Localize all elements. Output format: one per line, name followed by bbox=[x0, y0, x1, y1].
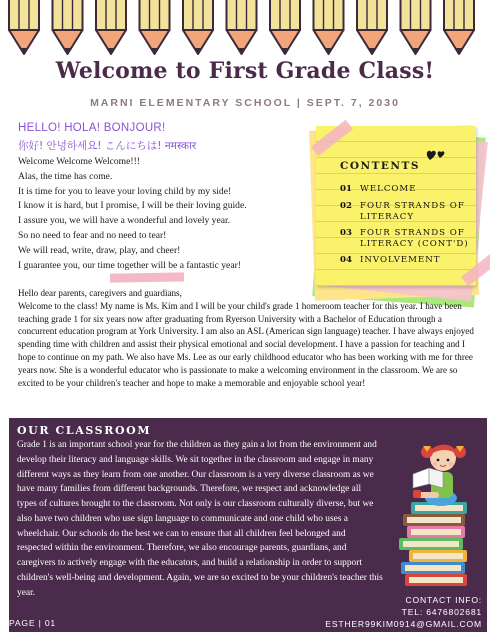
poem-line: So no need to fear and no need to tear! bbox=[18, 229, 167, 241]
poem-line: Welcome Welcome Welcome!!! bbox=[18, 156, 140, 167]
pencil-icon bbox=[9, 0, 39, 55]
contents-item-label: INVOLVEMENT bbox=[360, 255, 441, 265]
poem-line: Alas, the time has come. bbox=[18, 170, 113, 182]
hearts-icon bbox=[426, 148, 446, 167]
contents-item-literacy[interactable] bbox=[340, 201, 472, 223]
contents-item-label: FOUR STRANDS OF LITERACY (CONT'D) bbox=[360, 228, 469, 249]
contents-item-involvement[interactable] bbox=[340, 255, 472, 266]
poem-line: We will read, write, draw, play, and cheer! bbox=[18, 244, 181, 256]
contents-item-label: WELCOME bbox=[360, 184, 417, 194]
pencil-icon bbox=[227, 0, 257, 55]
classroom-heading: OUR CLASSROOM bbox=[17, 424, 152, 437]
pencil-row-icons bbox=[0, 0, 490, 58]
contact-phone: TEL: 6476802681 bbox=[401, 607, 482, 617]
welcome-letter bbox=[18, 287, 476, 389]
poem-line: I know it is hard, but I promise, I will be their loving guide. bbox=[18, 200, 247, 212]
pencil-icon bbox=[314, 0, 344, 55]
page-number: PAGE | 01 bbox=[9, 618, 57, 628]
contact-heading: CONTACT INFO: bbox=[405, 595, 482, 605]
contents-title: CONTENTS bbox=[340, 160, 420, 172]
pencil-icon bbox=[270, 0, 300, 55]
contents-item-number: 04 bbox=[340, 255, 352, 265]
contents-item-number: 01 bbox=[340, 184, 352, 194]
contents-item-welcome[interactable] bbox=[340, 184, 472, 195]
contents-list bbox=[340, 184, 472, 266]
welcome-poem bbox=[18, 155, 318, 273]
classroom-panel bbox=[9, 418, 487, 632]
contact-email[interactable]: ESTHER99KIM0914@GMAIL.COM bbox=[325, 619, 482, 629]
contents-item-number: 03 bbox=[340, 228, 352, 238]
highlight-strip bbox=[110, 272, 184, 282]
contents-item-number: 02 bbox=[340, 201, 352, 211]
contents-sticky-note bbox=[310, 120, 482, 302]
pencil-icon bbox=[401, 0, 431, 55]
greeting-line-2: 你好! 안녕하세요! こんにちは! नमस्कार bbox=[18, 140, 197, 152]
pencil-icon bbox=[53, 0, 83, 55]
classroom-body: Grade 1 is an important school year for the children as they gain a lot from the environment and develop their literacy and language skills. We sit together in the classroom and engage in many different ways as they learn from one another. Our classroom is a very diverse classroom as we have many families from different backgrounds. Therefore, we respect and acknowledge all types of cultures brought to the classroom. Not only is our classroom culturally diverse, but we also have two children who use sign language to communicate and one child who uses a wheelchair. Our schools do the best we can to ensure that all children feel belonged and respected within the environment. Therefore, we also encourage parents, guardians, and caregivers to actively engage with the educators, and build a relationship in order to support children's well-being and development. Again, we are so excited to be your children's teacher this year. bbox=[17, 440, 383, 598]
contact-info bbox=[325, 594, 482, 630]
contents-item-label: FOUR STRANDS OF LITERACY bbox=[360, 201, 465, 222]
poem-line: It is time for you to leave your loving child by my side! bbox=[18, 185, 232, 197]
pencil-icon bbox=[140, 0, 170, 55]
page-subtitle: MARNI ELEMENTARY SCHOOL | SEPT. 7, 2030 bbox=[90, 97, 400, 109]
pencil-icon bbox=[183, 0, 213, 55]
pencil-icon bbox=[357, 0, 387, 55]
greeting-line-1: HELLO! HOLA! BONJOUR! bbox=[18, 122, 166, 134]
poem-line: I guarantee you, our time together will be a fantastic year! bbox=[18, 259, 241, 271]
poem-line: I assure you, we will have a wonderful and lovely year. bbox=[18, 215, 231, 227]
pencil-border bbox=[0, 0, 490, 58]
pencil-icon bbox=[444, 0, 474, 55]
girl-reading-books-illustration bbox=[383, 422, 483, 597]
pencil-icon bbox=[96, 0, 126, 55]
letter-body: Welcome to the class! My name is Ms. Kim and I will be your child's grade 1 homeroom teacher for this year. I have been teaching grade 1 for six years now after graduating from Ryerson University with a Bachelor of Education through a concurrent education program at York University. I am also an ASL (American sign language) teacher. I have always enjoyed spending time with children and assist their physical emotional and social development. I have a passion for teaching and I hope to continue on my path. We also have Ms. Lee as our early childhood educator who has been working with me for three years now. She is a wonderful educator who is passionate to make a welcoming environment in the classroom. We are so excited to be your children's teacher and hope to make a memorable and enjoyable school year! bbox=[18, 300, 474, 388]
letter-salutation: Hello dear parents, caregivers and guardians, bbox=[18, 288, 182, 298]
contents-item-literacy-contd[interactable] bbox=[340, 228, 472, 250]
page-title: Welcome to First Grade Class! bbox=[55, 58, 435, 84]
contents-note bbox=[316, 126, 476, 286]
